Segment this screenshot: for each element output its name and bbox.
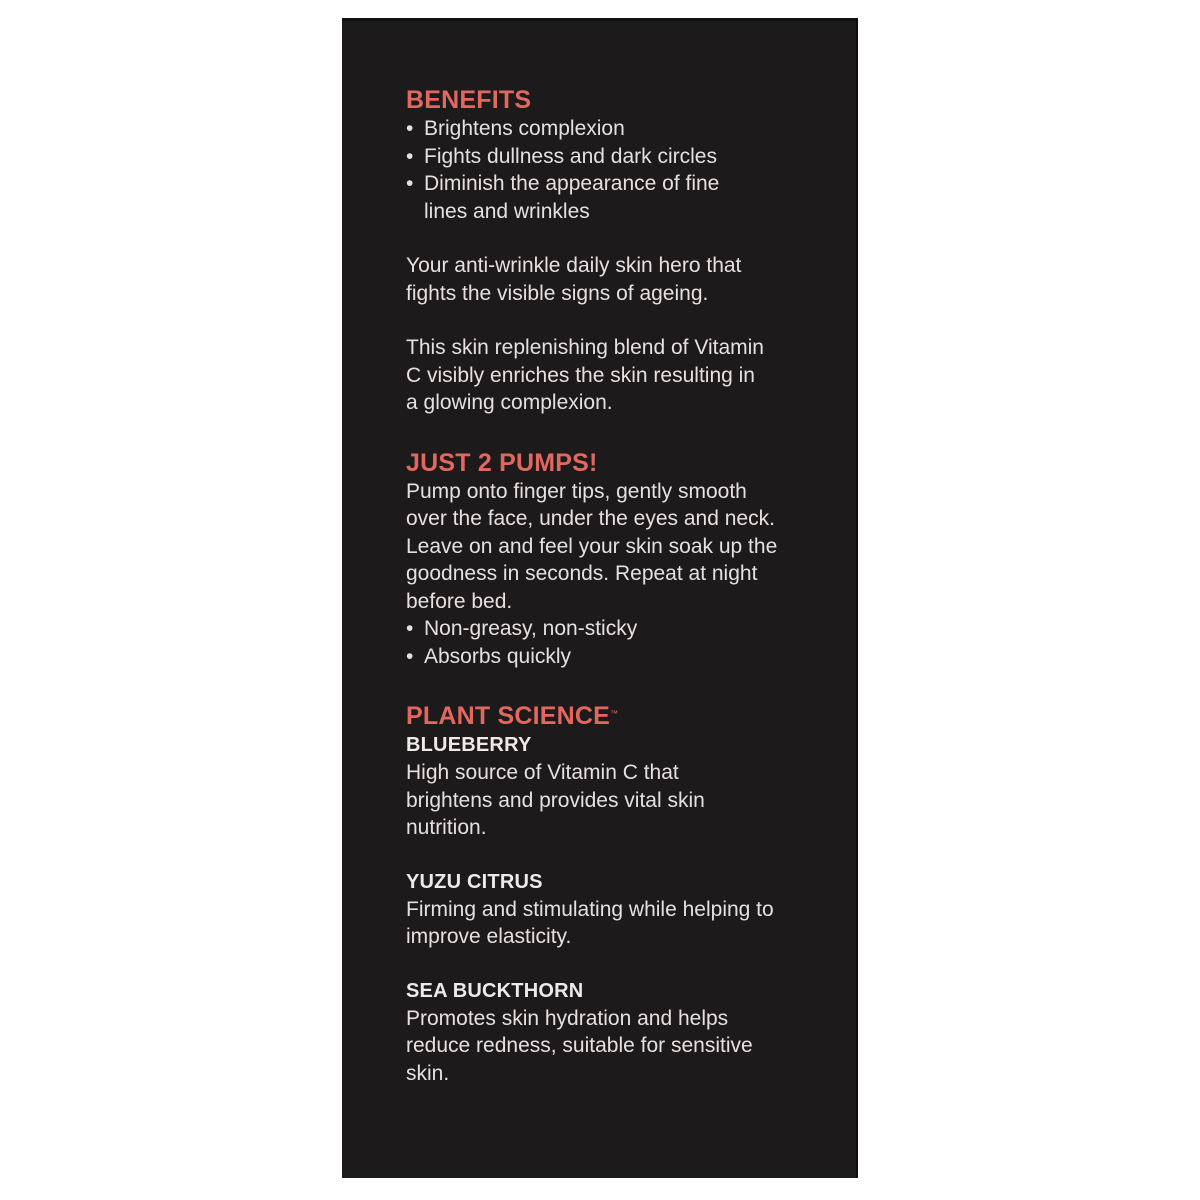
trademark-symbol: ™ [610, 709, 619, 718]
list-item: • Absorbs quickly [406, 643, 846, 671]
ingredient-description-sea-buckthorn: Promotes skin hydration and helps reduce redness, suitable for sensitive skin. [406, 1006, 753, 1085]
ingredient-description-yuzu-citrus: Firming and stimulating while helping to improve elasticity. [406, 897, 774, 948]
benefits-paragraph-2: This skin replenishing blend of Vitamin C visibly enriches the skin resulting in a glowing complexion. [406, 336, 764, 414]
ingredient-description-blueberry: High source of Vitamin C that brightens and provides vital skin nutrition. [406, 761, 705, 839]
plant-science-heading-text: PLANT SCIENCE [406, 702, 611, 730]
benefits-list [406, 115, 846, 225]
panel-content [406, 85, 846, 1087]
ingredient-name-blueberry: BLUEBERRY [406, 734, 532, 756]
pumps-list [406, 615, 846, 670]
benefits-heading: BENEFITS [406, 86, 532, 114]
list-item: • Fights dullness and dark circles [406, 143, 846, 171]
ingredient-name-yuzu-citrus: YUZU CITRUS [406, 870, 543, 893]
plant-science-heading [406, 701, 846, 731]
pumps-paragraph: Pump onto finger tips, gently smooth over the face, under the eyes and neck. Leave on and feel your skin soak up the goodness in seconds. Repeat at night before bed. [406, 479, 778, 613]
ingredient-name-sea-buckthorn: SEA BUCKTHORN [406, 979, 584, 1002]
product-box-panel [342, 18, 858, 1178]
benefits-paragraph-1: Your anti-wrinkle daily skin hero that fights the visible signs of ageing. [406, 254, 742, 305]
list-item: • Non-greasy, non-sticky [406, 615, 846, 643]
list-item: • Diminish the appearance of fine lines and wrinkles [406, 170, 764, 225]
list-item: • Brightens complexion [406, 115, 846, 143]
pumps-heading: JUST 2 PUMPS! [406, 448, 598, 477]
